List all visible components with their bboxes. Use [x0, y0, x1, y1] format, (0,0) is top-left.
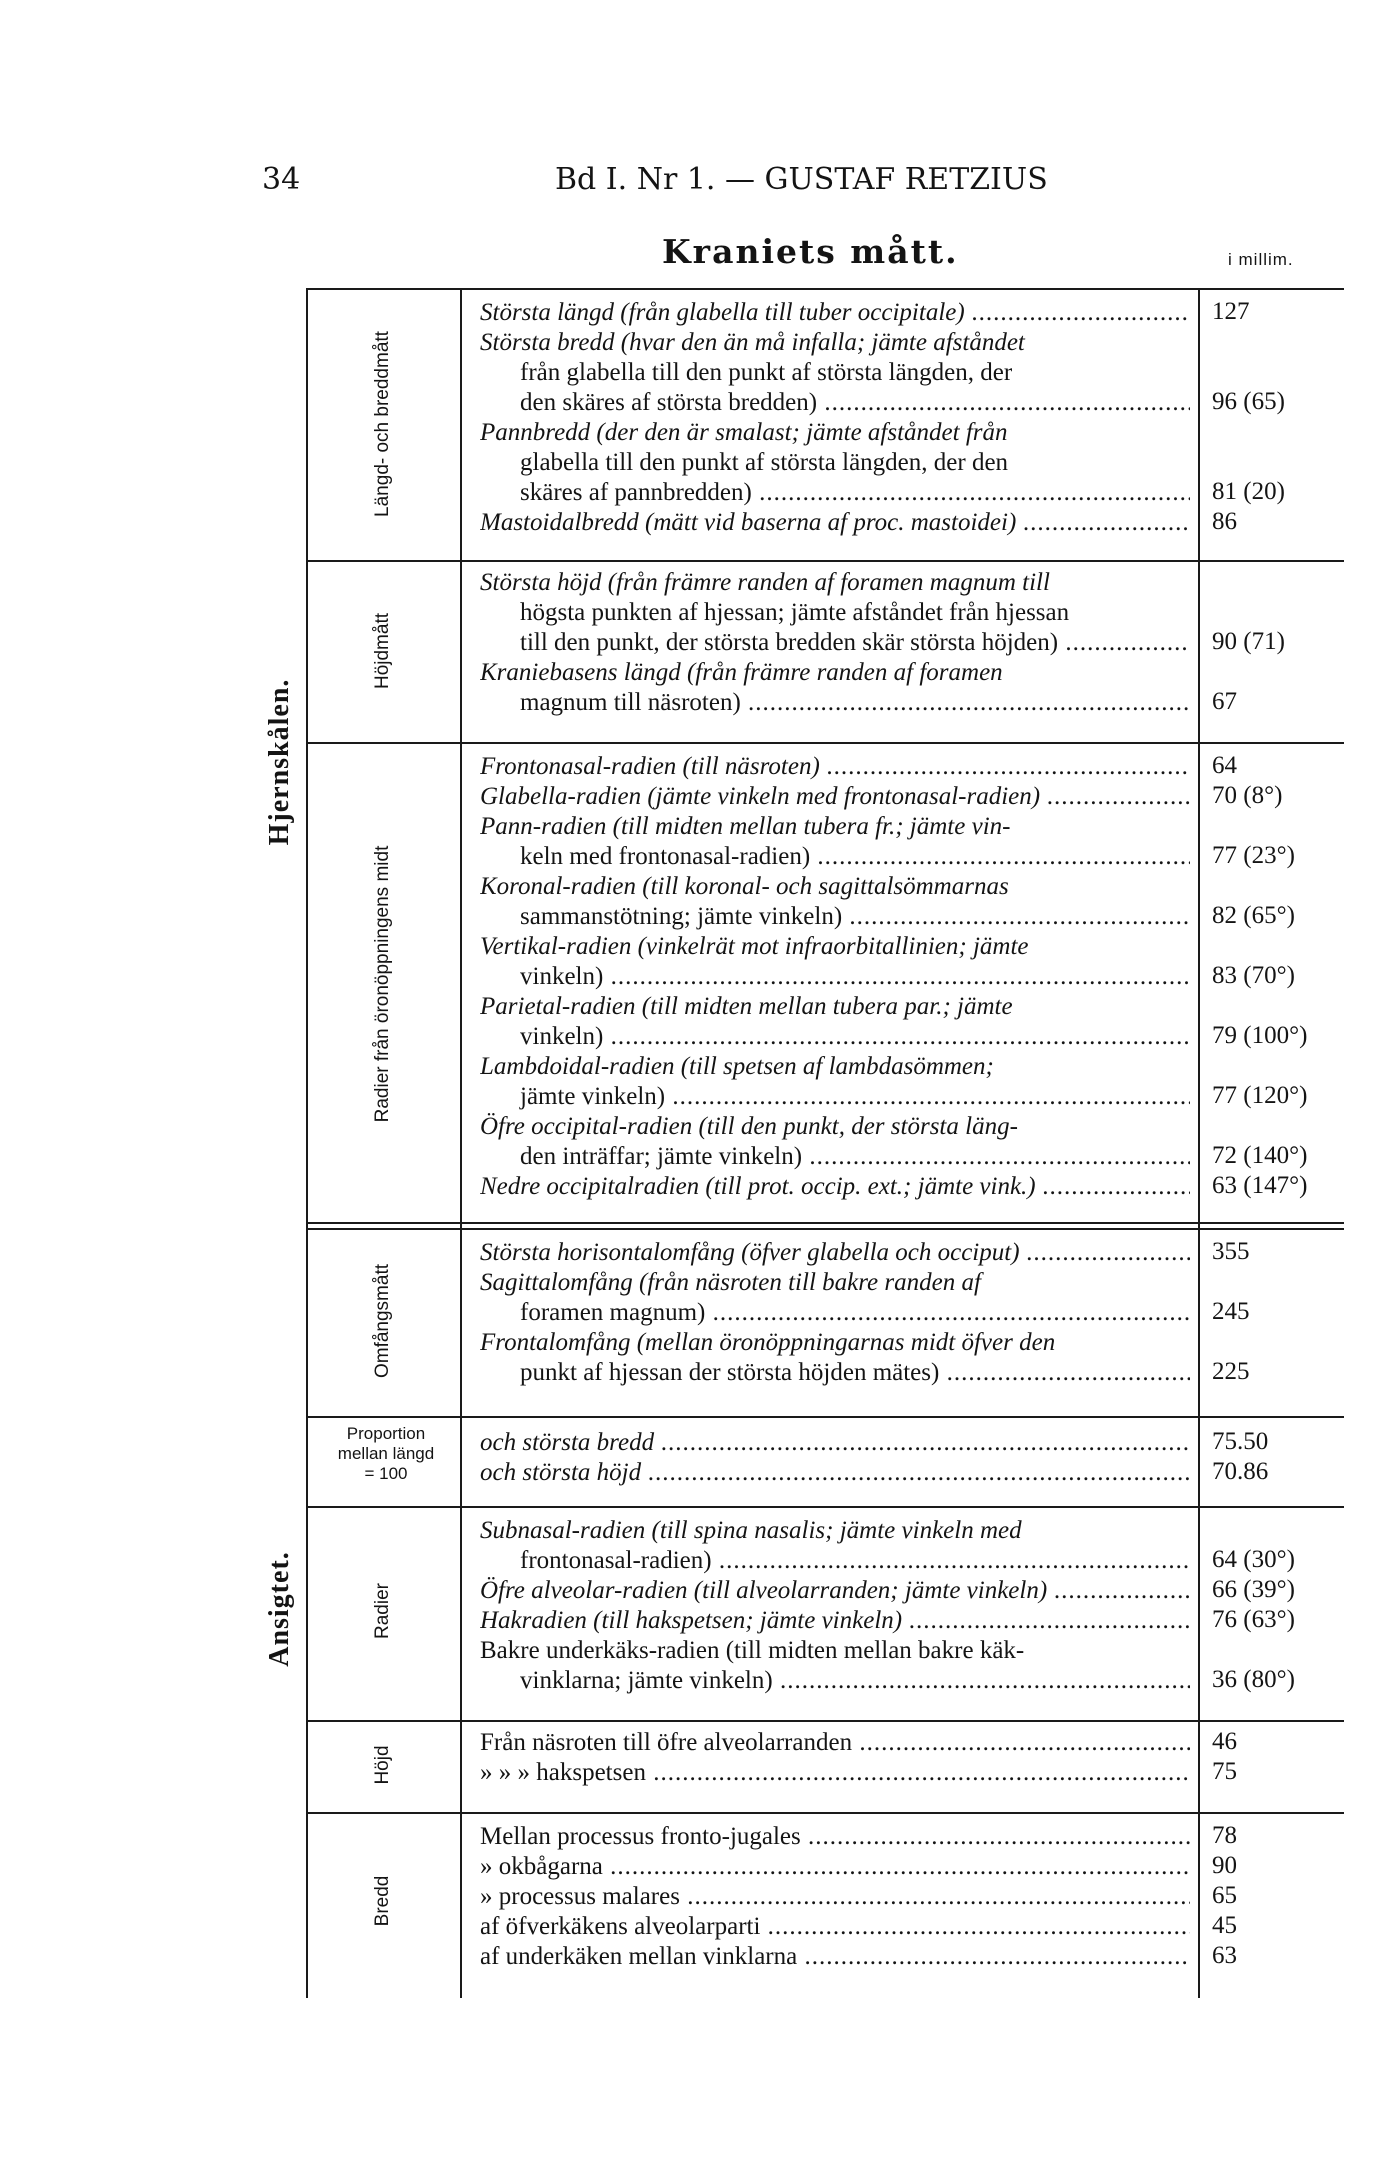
row-text: Bakre underkäks-radien (till midten mellan bakre käk-	[480, 1637, 1025, 1664]
row-text: Sagittalomfång (från näsroten till bakre randen af	[480, 1269, 981, 1296]
group-column-rule	[306, 288, 308, 1998]
row-text: sammanstötning; jämte vinkeln) .....	[480, 902, 1190, 932]
proportion-line: Proportion	[346, 1424, 426, 1443]
row-text: Största bredd (hvar den än må infalla; jämte afståndet	[480, 329, 1025, 356]
row-text: Kraniebasens längd (från främre randen af foramen	[480, 659, 1003, 686]
section-divider	[306, 1228, 1344, 1230]
row-text: Parietal-radien (till midten mellan tubera par.; jämte	[480, 993, 1013, 1020]
row-value: 67	[1212, 688, 1237, 715]
section-divider	[306, 560, 1344, 562]
row-text: Hakradien (till hakspetsen; jämte vinkeln) .....	[480, 1606, 1190, 1636]
row-text: Nedre occipitalradien (till prot. occip. ext.; jämte vink.) .....	[480, 1172, 1190, 1202]
row-value: 225	[1212, 1358, 1250, 1385]
subgroup-label-langd-bredd: Längd- och breddmått	[372, 331, 393, 517]
subgroup-label-hojdmatt: Höjdmått	[372, 612, 393, 690]
unit-label: i millim.	[1228, 250, 1294, 269]
row-text: keln med frontonasal-radien) .....	[480, 842, 1190, 872]
row-value: 86	[1212, 508, 1237, 535]
row-value: 70 (8°)	[1212, 782, 1283, 809]
running-header: Bd I. Nr 1. — GUSTAF RETZIUS	[555, 162, 1048, 197]
row-value: 79 (100°)	[1212, 1022, 1308, 1049]
subgroup-label-bredd: Bredd	[372, 1875, 393, 1927]
row-text: glabella till den punkt af största längden, der den	[520, 449, 1009, 476]
proportion-line: = 100	[364, 1464, 408, 1483]
row-value: 64	[1212, 752, 1237, 779]
row-text: vinkeln) .....	[480, 1022, 1190, 1052]
row-value: 36 (80°)	[1212, 1666, 1295, 1693]
table-title: Kraniets mått.	[662, 232, 959, 271]
row-value: 75.50	[1212, 1428, 1269, 1455]
row-text: Mastoidalbredd (mätt vid baserna af proc. mastoidei) .....	[480, 508, 1190, 538]
row-text: Största längd (från glabella till tuber occipitale) .....	[480, 298, 1190, 328]
row-text: Största höjd (från främre randen af foramen magnum till	[480, 569, 1050, 596]
section-divider	[306, 1812, 1344, 1814]
row-value: 66 (39°)	[1212, 1576, 1295, 1603]
row-value: 45	[1212, 1912, 1237, 1939]
label-column-rule	[460, 288, 462, 1998]
section-divider	[306, 1506, 1344, 1508]
row-text: och största höjd .....	[480, 1458, 1190, 1488]
row-text: den inträffar; jämte vinkeln) .....	[480, 1142, 1190, 1172]
row-value: 77 (120°)	[1212, 1082, 1308, 1109]
row-text: Glabella-radien (jämte vinkeln med frontonasal-radien) .....	[480, 782, 1190, 812]
row-text: jämte vinkeln) .....	[480, 1082, 1190, 1112]
row-text: af underkäken mellan vinklarna .....	[480, 1942, 1190, 1972]
row-text: » okbågarna .....	[480, 1852, 1190, 1882]
row-text: Öfre occipital-radien (till den punkt, der största läng-	[480, 1113, 1018, 1140]
proportion-label	[312, 1424, 460, 1484]
row-value: 70.86	[1212, 1458, 1269, 1485]
row-text: högsta punkten af hjessan; jämte afståndet från hjessan	[520, 599, 1070, 626]
subgroup-label-radier: Radier	[372, 1583, 393, 1639]
row-text: foramen magnum) .....	[480, 1298, 1190, 1328]
row-value: 64 (30°)	[1212, 1546, 1295, 1573]
proportion-line: mellan längd	[337, 1444, 435, 1463]
row-text: frontonasal-radien) .....	[480, 1546, 1190, 1576]
row-text: » processus malares .....	[480, 1882, 1190, 1912]
group-label-hjernskalen: Hjernskålen.	[264, 678, 295, 846]
section-divider	[306, 1416, 1344, 1418]
row-value: 75	[1212, 1758, 1237, 1785]
row-value: 83 (70°)	[1212, 962, 1295, 989]
row-text: den skäres af största bredden) .....	[480, 388, 1190, 418]
row-text: Pannbredd (der den är smalast; jämte afståndet från	[480, 419, 1008, 446]
page-number: 34	[262, 162, 301, 197]
row-value: 78	[1212, 1822, 1237, 1849]
row-value: 245	[1212, 1298, 1250, 1325]
row-value: 82 (65°)	[1212, 902, 1295, 929]
section-divider	[306, 1222, 1344, 1224]
row-value: 76 (63°)	[1212, 1606, 1295, 1633]
row-text: Öfre alveolar-radien (till alveolarranden; jämte vinkeln) .....	[480, 1576, 1190, 1606]
row-text: och största bredd .....	[480, 1428, 1190, 1458]
section-divider	[306, 742, 1344, 744]
section-divider	[306, 1720, 1344, 1722]
group-label-ansigtet: Ansigtet.	[264, 1551, 295, 1667]
row-text: punkt af hjessan der största höjden mätes) .....	[480, 1358, 1190, 1388]
row-text: Pann-radien (till midten mellan tubera fr.; jämte vin-	[480, 813, 1011, 840]
row-text: skäres af pannbredden) .....	[480, 478, 1190, 508]
row-text: Frontalomfång (mellan öronöppningarnas midt öfver den	[480, 1329, 1056, 1356]
row-value: 65	[1212, 1882, 1237, 1909]
row-text: vinklarna; jämte vinkeln) .....	[480, 1666, 1190, 1696]
subgroup-label-omfangsmatt: Omfångsmått	[372, 1263, 393, 1379]
row-text: magnum till näsroten) .....	[480, 688, 1190, 718]
row-value: 63 (147°)	[1212, 1172, 1308, 1199]
row-text: » » » hakspetsen .....	[480, 1758, 1190, 1788]
row-value: 90 (71)	[1212, 628, 1285, 655]
row-text: från glabella till den punkt af största längden, der	[520, 359, 1013, 386]
row-value: 127	[1212, 298, 1250, 325]
row-value: 355	[1212, 1238, 1250, 1265]
row-text: Största horisontalomfång (öfver glabella och occiput) .....	[480, 1238, 1190, 1268]
row-value: 81 (20)	[1212, 478, 1285, 505]
row-text: Subnasal-radien (till spina nasalis; jämte vinkeln med	[480, 1517, 1022, 1544]
row-value: 90	[1212, 1852, 1237, 1879]
row-text: vinkeln) .....	[480, 962, 1190, 992]
row-text: Koronal-radien (till koronal- och sagittalsömmarnas	[480, 873, 1009, 900]
row-text: Frontonasal-radien (till näsroten) .....	[480, 752, 1190, 782]
row-text: till den punkt, der största bredden skär största höjden) .....	[480, 628, 1190, 658]
value-column-rule	[1198, 288, 1200, 1998]
row-value: 63	[1212, 1942, 1237, 1969]
row-value: 96 (65)	[1212, 388, 1285, 415]
row-text: Vertikal-radien (vinkelrät mot infraorbitallinien; jämte	[480, 933, 1029, 960]
subgroup-label-radier-oron: Radier från öronöppningens midt	[372, 845, 393, 1123]
row-value: 72 (140°)	[1212, 1142, 1308, 1169]
row-value: 77 (23°)	[1212, 842, 1295, 869]
row-text: Mellan processus fronto-jugales .....	[480, 1822, 1190, 1852]
subgroup-label-hojd: Höjd	[372, 1745, 393, 1785]
row-text: af öfverkäkens alveolarparti .....	[480, 1912, 1190, 1942]
row-value: 46	[1212, 1728, 1237, 1755]
row-text: Lambdoidal-radien (till spetsen af lambdasömmen;	[480, 1053, 994, 1080]
row-text: Från näsroten till öfre alveolarranden .....	[480, 1728, 1190, 1758]
